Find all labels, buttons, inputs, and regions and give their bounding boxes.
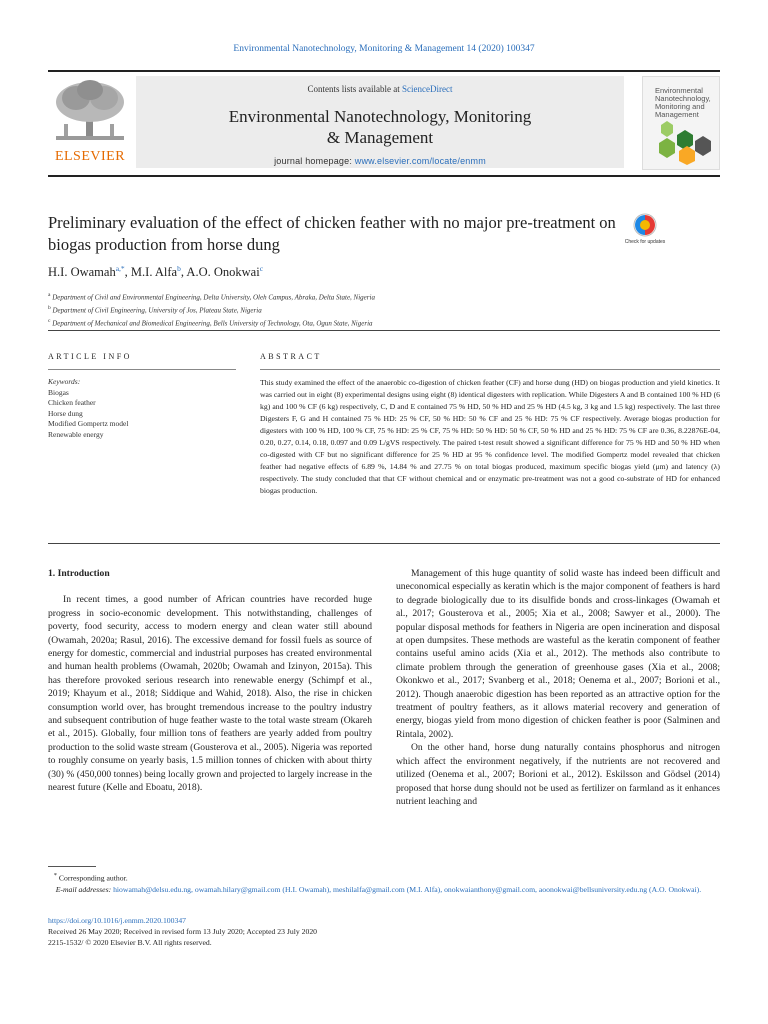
affiliation-item: $^c$ Department of Mechanical and Biomedical Engineering, Bells University of Technology, Ota, Ogun State, Nigeria <box>48 317 373 327</box>
check-badge-text: Check for updates <box>624 239 666 245</box>
journal-masthead <box>48 70 720 177</box>
body-left-column <box>48 567 372 795</box>
keyword-item: Biogas <box>48 387 69 397</box>
contents-line <box>136 84 624 94</box>
keyword-item: Renewable energy <box>48 429 104 439</box>
keyword-item: Chicken feather <box>48 398 96 407</box>
journal-title-line1: Environmental Nanotechnology, Monitoring <box>228 107 532 126</box>
check-for-updates-icon[interactable] <box>624 212 666 252</box>
article-title: Preliminary evaluation of the effect of chicken feather with no major pre-treatment on biogas production from horse dung <box>48 213 616 254</box>
corresponding-author-note: * Corresponding author. <box>53 872 128 883</box>
section-divider <box>48 543 720 544</box>
elsevier-wordmark: ELSEVIER <box>54 149 126 164</box>
cover-title: Environmental Nanotechnology, Monitoring and Management <box>655 86 711 119</box>
author-affiliation-mark[interactable]: b <box>177 264 181 273</box>
homepage-link[interactable]: www.elsevier.com/locate/enmm <box>354 156 486 166</box>
affiliation-item: $^b$ Department of Civil Engineering, University of Jos, Plateau State, Nigeria <box>48 304 262 315</box>
body-right-column <box>396 567 720 808</box>
sciencedirect-link[interactable]: ScienceDirect <box>402 84 453 94</box>
keywords-label: Keywords: <box>48 377 81 386</box>
copyright-line: 2215-1532/ © 2020 Elsevier B.V. All rights reserved. <box>48 938 212 947</box>
author-affiliation-mark[interactable]: a,* <box>115 264 125 273</box>
author-name[interactable]: A.O. Onokwai <box>186 265 260 280</box>
footnotes <box>48 870 720 895</box>
publication-info <box>48 915 720 948</box>
abstract-heading: ABSTRACT <box>260 352 322 361</box>
abstract-divider <box>260 369 720 370</box>
journal-title-line2: & Management <box>326 128 434 147</box>
email-links[interactable]: hiowamah@delsu.edu.ng, owamah.hilary@gmail.com (H.I. Owamah), meshilalfa@gmail.com (M.I. Alfa), onokwaianthony@gmail.com, aoonokwai@bellsuniversity.edu.ng (A.O. Onokwai). <box>113 884 702 894</box>
author-affiliation-mark[interactable]: c <box>259 264 264 273</box>
journal-citation[interactable]: Environmental Nanotechnology, Monitoring & Management 14 (2020) 100347 <box>233 44 535 54</box>
keywords-list <box>48 377 238 440</box>
masthead-center <box>136 76 624 168</box>
author-name[interactable]: M.I. Alfa <box>130 265 178 280</box>
homepage-label: journal homepage: <box>274 156 355 166</box>
affiliation-item: $^a$ Department of Civil and Environmental Engineering, Delta University, Oleh Campus, Abraka, Delta State, Nigeria <box>48 292 375 302</box>
article-info-divider <box>48 369 236 370</box>
affiliations <box>48 290 720 328</box>
body-paragraph: In recent times, a good number of African countries have recorded huge progress in socio-economic development. This notwithstanding, challenges of poverty, food security, access to modern energy and clean water still abound (Owamah, 2020a; Rasul, 2016). The excessive demand for fossil fuels as source of energy for domestic, commercial and industrial purposes has created environmental and human health problems (Owamah, 2020b; Owamah and Izinyon, 2015a). This has therefore provoked serious research into renewable energy (Schimpf et al., 2019; Khayum et al., 2018; Siddique and Wahid, 2018). Also, the rise in chicken consumption world over, has brought tremendous increase to the poultry industry and subsequent contribution of huge feather waste to the total waste stream (Okareh et al., 2015). Globally, four million tons of feathers are yearly added from poultry production to the solid waste stream (Gousterova et al., 2005). Nigeria was reported to roughly consume on yearly basis, 1.5 million tonnes of chicken with about thirty (30) % (450,000 tonnes) being locally grown and projected to largely increase in the nearest future (Kelle and Eboatu, 2018). <box>48 594 372 794</box>
contents-prefix: Contents lists available at <box>307 84 402 94</box>
journal-title <box>136 106 624 148</box>
keyword-item: Horse dung <box>48 408 83 418</box>
footnote-divider <box>48 866 96 867</box>
body-paragraph: Management of this huge quantity of solid waste has indeed been difficult and uneconomical especially as keratin which is the major component of feathers is hard to degrade biologically due to its disulfide bonds and cross-linkages (Owamah et al., 2017; Gousterova et al., 2005; Xia et al., 2008; Sawyer et al., 2000). The popular disposal methods for feathers in Nigeria are open incineration and disposal at open dumpsites. These methods are wasteful as the keratin component of feather contains useful amino acids (Xia et al., 2012). The methods also contribute to climate problem through the generation of greenhouse gases (Xia et al., 2008; Okonkwo et al., 2017; Svanberg et al., 2018; Oenema et al., 2007; Borioni et al., 2012). Though anaerobic digestion has been reported as an attractive option for the treatment of poultry feathers, as it allows material recovery and generation of energy, biogas yield from mono digestion of chicken feather is poor (Salminen and Rintala, 2002). <box>396 568 720 740</box>
journal-homepage <box>136 156 624 166</box>
section-divider <box>48 330 720 331</box>
article-info-heading: ARTICLE INFO <box>48 352 132 361</box>
section-heading-introduction: 1. Introduction <box>48 568 110 579</box>
keyword-item: Modified Gompertz model <box>48 419 129 428</box>
abstract-text: This study examined the effect of the anaerobic co-digestion of chicken feather (CF) and horse dung (HD) on biogas production and yield kinetics. It was carried out in eight (8) experimental designs using eight (8) identical digesters with replication. While Digesters A and B contained 100 % HD (6 kg) and 100 % CF (6 kg) respectively, C, D and E contained 75 % HD, 50 % HD and 25 % HD (4.5 kg, 3 kg and 1.5 kg) respectively. The last three Digesters F, G and H contained 75 % HD: 25 % CF, 50 % HD: 50 % CF and 25 % HD: 75 % CF respectively. Average biogas production for digesters with 100 % HD, 100 % CF, 75 % HD: 25 % CF, 75 % HD: 50 % HD: 50 % CF, 50 % HD and 25 % HD: 75 % CF are 0.36, 8.22876E-04, 0.20, 0.27, 0.14, 0.18, 0.097 and 0.09 L/gVS respectively. The paired t-test result showed a significant difference for 75 % HD and 50 % HD when co-digested with CF but no significant difference for 25 % HD at 95 % confidence level. The modified Gompertz model revealed that chicken feather had negative effects of 6.89 %, 14.84 % and 27.75 % on total biogas produced, maximum specific biogas yield (μm) and latency (λ) respectively. The study concluded that that CF without chemical and or enzymatic pre-treatment was not a good co-substrate of HD for enhanced biogas production. <box>260 378 720 495</box>
author-name[interactable]: H.I. Owamah <box>48 265 116 280</box>
cover-graphic <box>649 121 713 165</box>
journal-cover-thumbnail[interactable] <box>642 76 720 170</box>
email-addresses: E-mail addresses: hiowamah@delsu.edu.ng, owamah.hilary@gmail.com (H.I. Owamah), meshilalfa@gmail.com (M.I. Alfa), onokwaianthony@gmail.com, aoonokwai@bellsuniversity.edu.ng (A.O. Onokwai). <box>55 884 702 894</box>
received-dates: Received 26 May 2020; Received in revised form 13 July 2020; Accepted 23 July 2020 <box>48 927 318 936</box>
body-paragraph: On the other hand, horse dung naturally contains phosphorus and nitrogen which affect the environment negatively, if the nutrients are not recovered and utilized (Oenema et al., 2007; Borioni et al., 2012). Eskilsson and Gödsel (2014) proposed that horse dung should not be used as fertilizer on farmland as it enhances nutrient leaching and <box>396 742 720 807</box>
author-list: H.I. Owamah$^{a,*}$, M.I. Alfa$^b$, A.O. Onokwai$^c$ <box>48 264 264 280</box>
doi-link[interactable]: https://doi.org/10.1016/j.enmm.2020.100347 <box>48 916 187 925</box>
elsevier-tree-logo <box>50 78 130 144</box>
